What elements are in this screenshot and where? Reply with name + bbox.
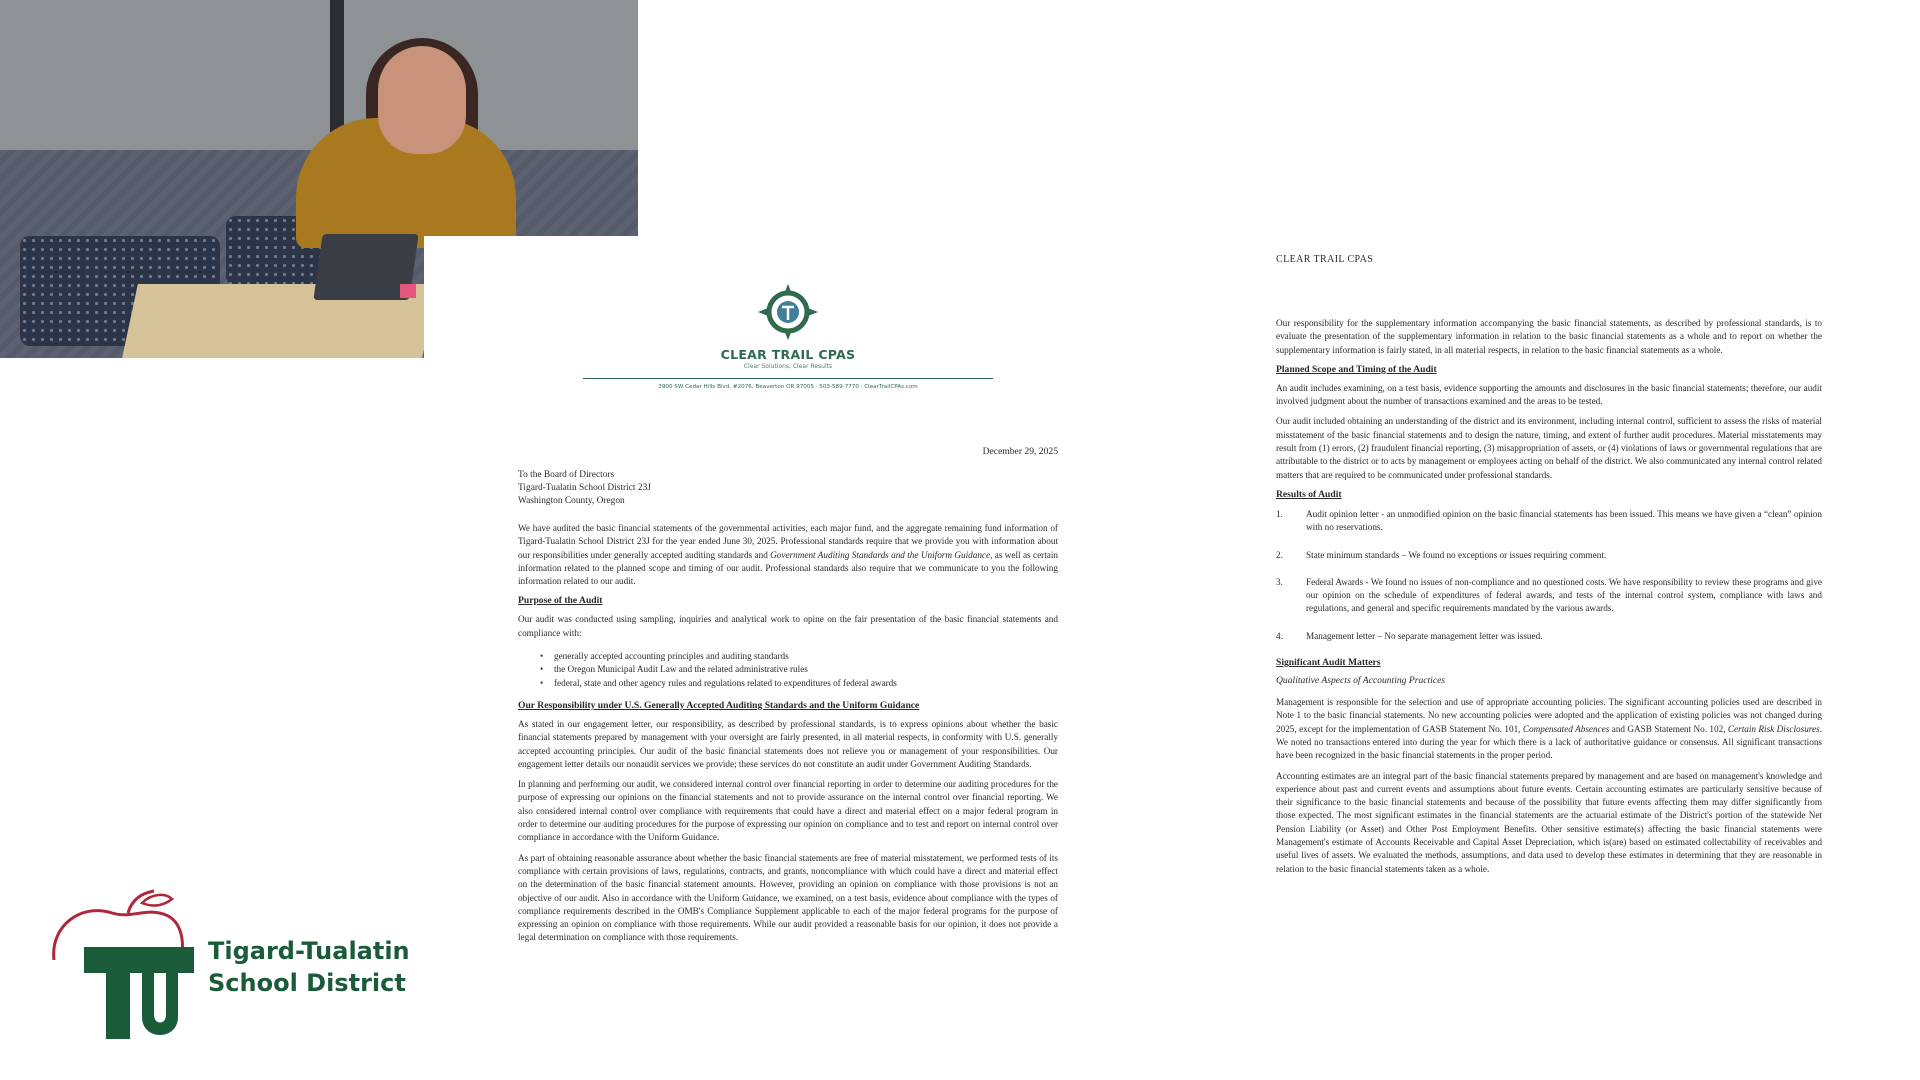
policies-text: Management is responsible for the selection and use of appropriate accounting policies. The significant accounting policies used are described in Note 1 to the basic financial statements. No new accounting policies were adopted and the application of existing policies was not changed during 2025, except for the implementation of GASB Statement No. 101, [1276,697,1822,734]
recipient-address [518,469,1058,508]
policies-emphasis: Certain Risk Disclosures [1727,723,1820,734]
address-line: Tigard-Tualatin School District 23J [518,483,651,493]
policies-text: . We noted no transactions entered into during the year for which there is a lack of authoritative guidance or consensus. All significant transactions have been recognized in the basic financial statements in the proper period. [1276,723,1822,761]
page-header: CLEAR TRAIL CPAS [1276,254,1374,265]
letter-date: December 29, 2025 [982,446,1058,457]
scope-paragraph: An audit includes examining, on a test basis, evidence supporting the amounts and disclosures in the basic financial statements; therefore, our audit involved judgment about the number of transactions examined and the areas to be tested. [1276,382,1822,407]
item-number: 4. [1276,630,1283,641]
district-name-line1: Tigard-Tualatin [208,937,410,965]
purpose-paragraph: Our audit was conducted using sampling, inquiries and analytical work to opine on the fair presentation of the basic financial statements and compliance with: [518,614,1058,638]
address-line: Washington County, Oregon [518,496,625,506]
responsibility-paragraph: As part of obtaining reasonable assurance about whether the basic financial statements are free of material misstatement, we performed tests of its compliance with certain provisions of laws, regulations, contracts, and grants, noncompliance with which could have a direct and material effect on the determination of the basic financial statement amounts. However, providing an opinion on compliance with those provisions is not an objective of our audit. Also in accordance with the Uniform Guidance, we examined, on a test basis, evidence about compliance with the types of compliance requirements described in the OMB's Compliance Supplement applicable to each of the major federal programs for the purpose of expressing an opinion on compliance with those requirements. While our audit provided a reasonable basis for our opinion, it does not provide a legal determination on compliance with those requirements. [518,852,1058,943]
purpose-heading: Purpose of the Audit [518,595,603,607]
responsibility-paragraph: In planning and performing our audit, we considered internal control over financial reporting in order to determine our auditing procedures for the purpose of expressing our opinions on the financial statements and not to provide assurance on the internal control over financial reporting. We also considered internal control over compliance with requirements that could have a direct and material effect on a major federal program in order to determine our auditing procedures for the purpose of expressing our opinion on compliance and to test and report on internal control over compliance in accordance with the Uniform Guidance. [518,779,1058,843]
scope-paragraph: Our audit included obtaining an understanding of the district and its environment, including internal control, sufficient to assess the risks of material misstatement of the basic financial statements and to design the nature, timing, and extent of further audit procedures. Material misstatements may result from (1) errors, (2) fraudulent financial reporting, (3) misappropriation of assets, or (4) violations of laws or governmental regulations that are attributable to the district or to acts by management or employees acting on behalf of the district. We also communicated any internal control related matters that are required to be communicated under professional standards. [1276,416,1822,480]
list-item [1276,630,1822,643]
firm-tagline: Clear Solutions, Clear Results [743,363,833,370]
responsibility-paragraph: As stated in our engagement letter, our responsibility, as described by professional standards, is to express opinions about whether the basic financial statements prepared by management with your oversight are fairly presented, in all material respects, in conformity with U.S. generally accepted accounting principles. Our audit of the basic financial statements does not relieve you or management of your responsibilities. Our engagement letter details our nonaudit services we provide; these services do not constitute an audit under Government Auditing Standards. [518,718,1058,769]
item-text: State minimum standards – We found no exceptions or issues requiring comment. [1306,549,1607,560]
intro-text: We have audited the basic financial statements of the governmental activities, each major fund, and the aggregate remaining fund information of Tigard-Tualatin School District 23J for the year ended June 30, 2025. Professional standards require that we provide you with information about our responsibilities under generally accepted auditing standards and [518,523,1058,560]
policies-paragraph [1276,696,1822,762]
item-number: 3. [1276,576,1283,587]
results-heading: Results of Audit [1276,488,1342,500]
item-number: 2. [1276,549,1283,560]
document-page-1 [518,282,1058,952]
item-text: Federal Awards - We found no issues of non-compliance and no questioned costs. We have responsibility to review these programs and give our opinion on the schedule of expenditures of federal awards, and tests of the internal control system, compliance with laws and regulations, and general and specific requirements mandated by the various awards. [1306,576,1822,614]
list-item [1276,549,1822,562]
scope-heading: Planned Scope and Timing of the Audit [1276,363,1437,375]
compass-logo-icon [756,282,820,340]
list-item [1276,576,1822,616]
firm-name: CLEAR TRAIL CPAS [720,347,856,362]
intro-paragraph [518,522,1058,588]
results-list [1276,508,1822,643]
table-post [330,0,344,140]
policies-text: and GASB Statement No. 102, [1609,723,1728,734]
significant-matters-heading: Significant Audit Matters [1276,657,1381,669]
intro-text: , as well as certain information related to the planned scope and timing of our audit. Professional standards also require that we communicate to you the following information related to our audit. [518,549,1058,587]
firm-address: 3900 SW Cedar Hills Blvd, #2076, Beaverton OR 97005 · 503-589-7770 · ClearTrailCPAs.com [658,384,918,390]
list-item: • federal, state and other agency rules and regulations related to expenditures of federal awards [540,677,1058,690]
district-name [208,935,410,999]
list-item: • generally accepted accounting principles and auditing standards [540,650,1058,663]
document-page-2 [1276,254,1822,883]
policies-emphasis: Compensated Absences [1522,723,1610,734]
presenter-face [378,46,466,154]
qualitative-subheading: Qualitative Aspects of Accounting Practices [1276,675,1446,687]
purpose-list [540,650,1058,690]
laptop-sticker [400,284,416,298]
district-logo-icon [42,885,212,1045]
responsibility-heading: Our Responsibility under U.S. Generally Accepted Auditing Standards and the Uniform Guidance [518,699,920,711]
list-item: • the Oregon Municipal Audit Law and the related administrative rules [540,663,1058,676]
room-wall [0,0,638,150]
estimates-paragraph: Accounting estimates are an integral part of the basic financial statements prepared by management and are based on management's knowledge and experience about past and current events and assumptions about future events. Certain accounting estimates are particularly sensitive because of their significance to the basic financial statements and because of the possibility that future events affecting them may differ significantly from those expected. The most significant estimates in the financial statements are the actuarial estimate of the District's portion of the statewide Net Pension Liability (or Asset) and Other Post Employment Benefits. Other sensitive estimate(s) affecting the basic financial statements were Management's estimate of Accounts Receivable and Capital Asset Depreciation, which is(are) based on estimated collectability of receivables and useful lives of assets. We evaluated the methods, assumptions, and data used to develop these estimates in determining that they are reasonable in relation to the basic financial statements taken as a whole. [1276,770,1822,874]
item-number: 1. [1276,508,1283,519]
item-text: Audit opinion letter - an unmodified opinion on the basic financial statements has been issued. This means we have given a “clean” opinion with no reservations. [1306,508,1822,533]
district-name-line2: School District [208,969,406,997]
intro-emphasis: Government Auditing Standards and the Uniform Guidance [770,549,991,560]
address-line: To the Board of Directors [518,470,615,480]
supplementary-paragraph: Our responsibility for the supplementary information accompanying the basic financial statements, as described by professional standards, is to evaluate the presentation of the supplementary information in relation to the basic financial statements as a whole and to report on whether the supplementary information is fairly stated, in all material respects, in relation to the basic financial statements as a whole. [1276,318,1822,355]
firm-letterhead [518,282,1058,390]
list-item [1276,508,1822,535]
letterhead-rule [583,378,993,379]
item-text: Management letter – No separate management letter was issued. [1306,630,1543,641]
